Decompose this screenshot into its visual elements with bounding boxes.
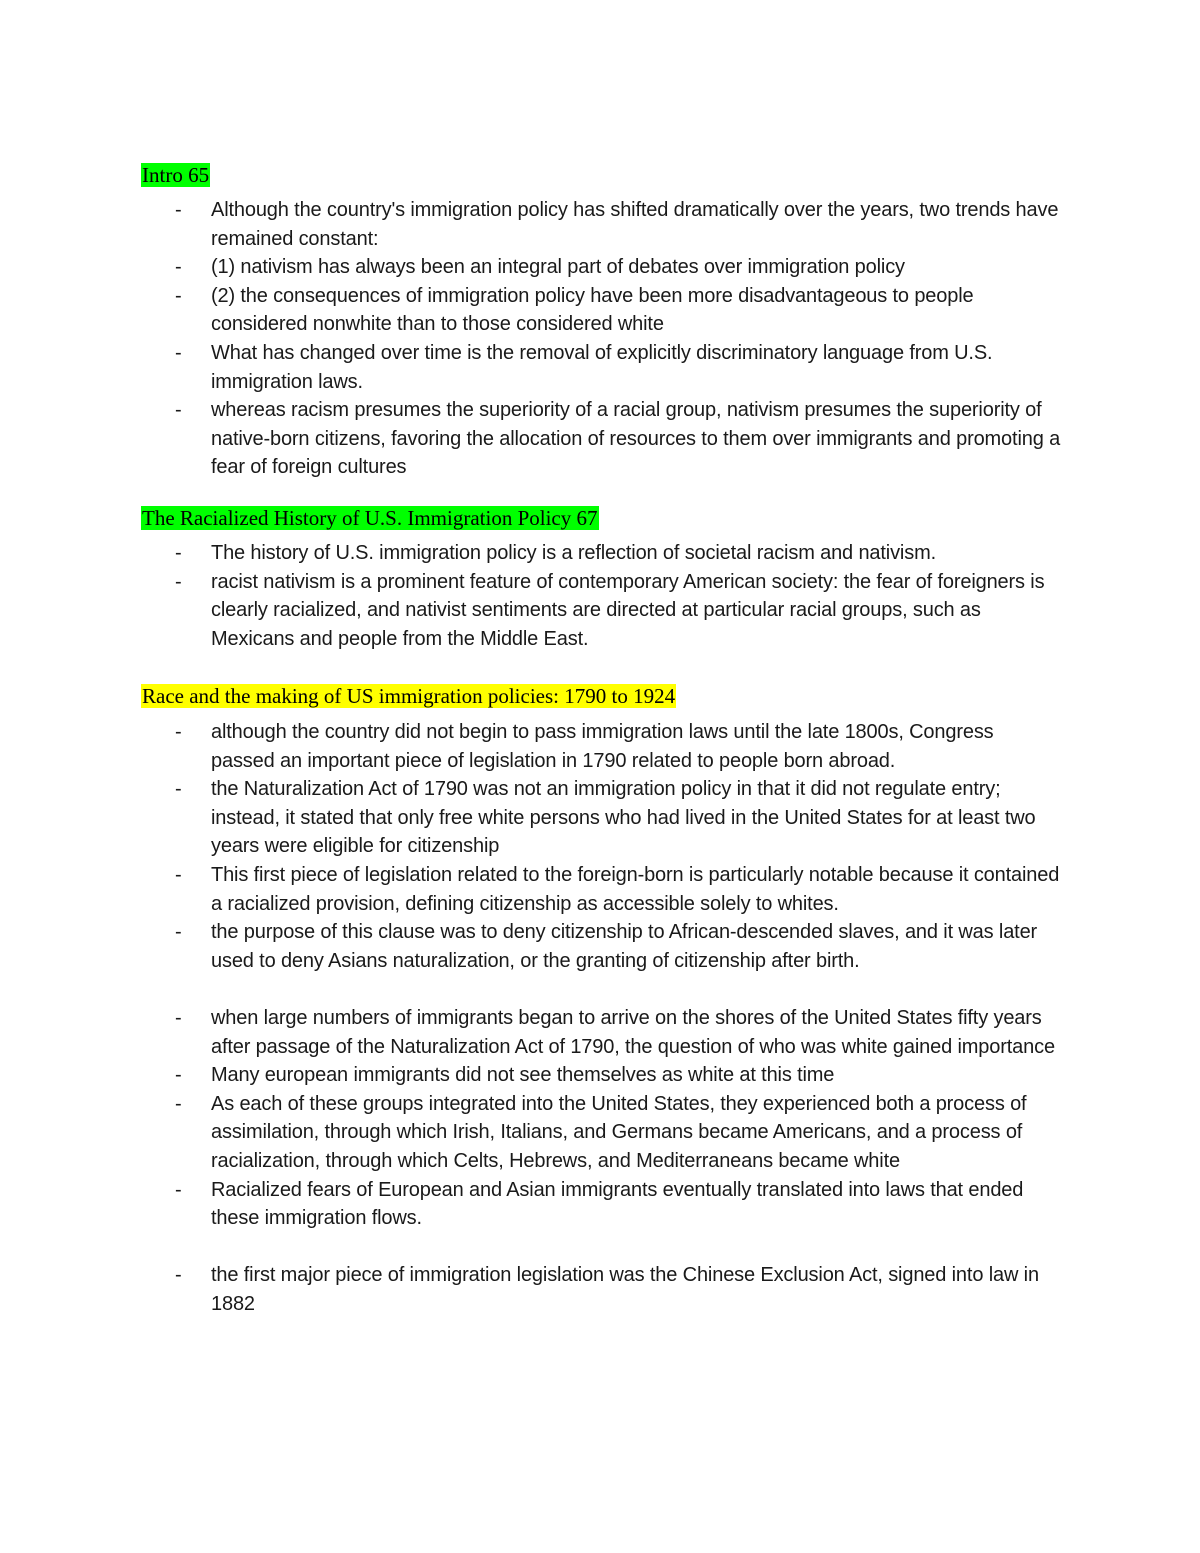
section-heading-race-making-policies [141,682,676,710]
bullet-dash: - [175,341,182,364]
bullet-dash: - [175,542,182,564]
section-heading-racialized-history [141,504,599,532]
list-item: - whereas racism presumes the superiority of a racial group, nativism presumes the superiority of native-born citizens, favoring the allocation of resources to them over immigrants and promoting a fear of foreign cultures [0,396,1061,482]
section-heading-intro [141,161,210,189]
bullet-list-race-making-policies [0,718,1200,1318]
list-item: - The history of U.S. immigration policy is a reflection of societal racism and nativism. [0,539,1061,568]
bullet-dash: - [175,1006,182,1029]
bullet-dash: - [175,570,182,593]
list-item: - (2) the consequences of immigration policy have been more disadvantageous to people considered nonwhite than to those considered white [0,282,1061,339]
list-item: - Many european immigrants did not see themselves as white at this time [0,1061,1061,1090]
heading-text: Intro 65 [142,163,210,187]
bullet-dash: - [175,1178,182,1201]
list-item: - This first piece of legislation related to the foreign-born is particularly notable because it contained a racialized provision, defining citizenship as accessible solely to whites. [0,861,1061,918]
list-item: - Although the country's immigration policy has shifted dramatically over the years, two trends have remained constant: [0,196,1061,253]
list-item: - although the country did not begin to pass immigration laws until the late 1800s, Congress passed an important piece of legislation in 1790 related to people born abroad. [0,718,1061,775]
list-item: - the first major piece of immigration legislation was the Chinese Exclusion Act, signed into law in 1882 [0,1261,1061,1318]
list-item: - Racialized fears of European and Asian immigrants eventually translated into laws that ended these immigration flows. [0,1176,1061,1233]
bullet-dash: - [175,721,182,743]
list-item: - when large numbers of immigrants began to arrive on the shores of the United States fifty years after passage of the Naturalization Act of 1790, the question of who was white gained importance [0,1004,1061,1061]
list-item: - (1) nativism has always been an integral part of debates over immigration policy [0,253,1061,282]
list-item: - the Naturalization Act of 1790 was not an immigration policy in that it did not regulate entry; instead, it stated that only free white persons who had lived in the United States for at least two years were eligible for citizenship [0,775,1061,861]
heading-text: Race and the making of US immigration policies: 1790 to 1924 [142,684,676,708]
list-item: - What has changed over time is the removal of explicitly discriminatory language from U.S. immigration laws. [0,339,1061,396]
bullet-list-intro [0,196,1200,482]
bullet-dash: - [175,199,182,221]
list-item: - As each of these groups integrated into the United States, they experienced both a process of assimilation, through which Irish, Italians, and Germans became Americans, and a process of racialization, through which Celts, Hebrews, and Mediterraneans became white [0,1090,1061,1176]
bullet-list-racialized-history [0,539,1200,653]
bullet-dash: - [175,399,182,422]
bullet-dash: - [175,1092,182,1115]
bullet-dash: - [175,778,182,801]
bullet-dash: - [175,1064,182,1087]
bullet-dash: - [175,863,182,886]
bullet-dash: - [175,1264,182,1287]
bullet-dash: - [175,256,182,279]
bullet-dash: - [175,284,182,307]
list-item: - racist nativism is a prominent feature of contemporary American society: the fear of foreigners is clearly racialized, and nativist sentiments are directed at particular racial groups, such as Mexicans and people from the Middle East. [0,568,1061,654]
heading-text: The Racialized History of U.S. Immigration Policy 67 [142,506,598,530]
bullet-dash: - [175,921,182,944]
list-item: - the purpose of this clause was to deny citizenship to African-descended slaves, and it was later used to deny Asians naturalization, or the granting of citizenship after birth. [0,918,1061,975]
